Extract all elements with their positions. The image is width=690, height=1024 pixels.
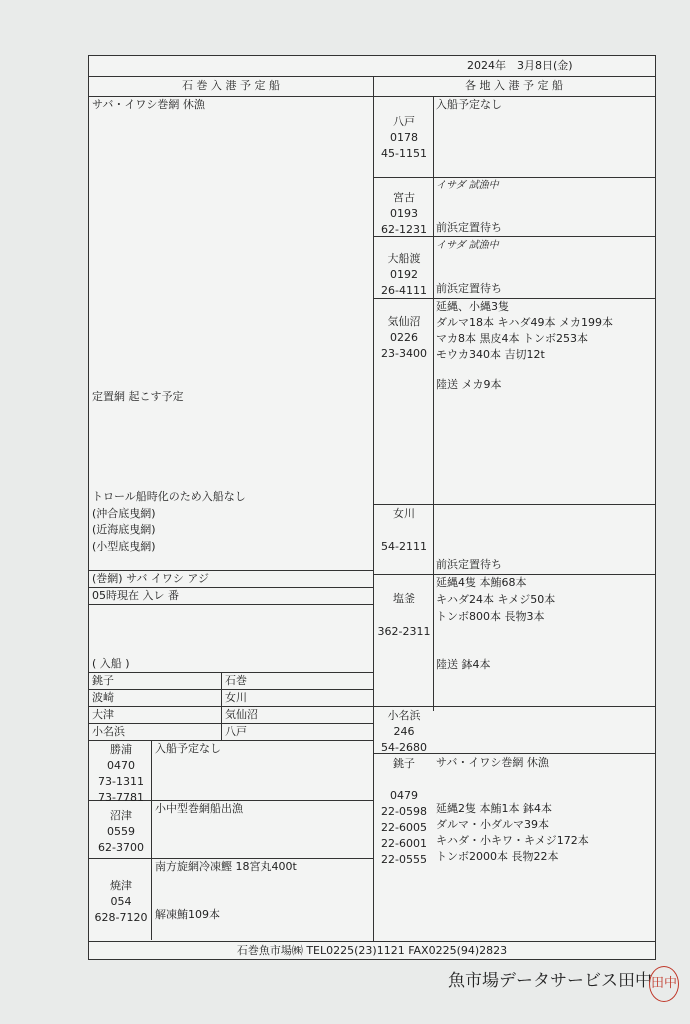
port-tel: 62-1231 <box>381 223 427 236</box>
rule <box>89 604 373 605</box>
port-onagawa-tel <box>374 539 434 555</box>
port-name: 焼津 <box>110 879 132 892</box>
hachinohe-note: 入船予定なし <box>436 98 502 111</box>
port-onahama <box>374 708 434 756</box>
market-footer: 石巻魚市場㈱ TEL0225(23)1121 FAX0225(94)2823 <box>236 944 508 957</box>
port-tel: 23-3400 <box>381 347 427 360</box>
port-tel: 73-1311 <box>98 775 144 788</box>
choshi-line: ダルマ・小ダルマ39本 <box>436 818 549 831</box>
report-sheet <box>88 55 656 960</box>
port-code: 0559 <box>107 825 135 838</box>
ofunato-handwritten: イサダ 試漁中 <box>436 240 499 251</box>
pair-right: 石巻 <box>225 674 247 687</box>
port-tel: 22-0555 <box>381 853 427 866</box>
shiogama-line: 陸送 鉢4本 <box>436 658 491 671</box>
trawl-sub: (小型底曳網) <box>92 540 156 553</box>
makiami-species: (巻網) サバ イワシ アジ <box>92 572 209 585</box>
pair-right: 八戸 <box>225 725 247 738</box>
kesennuma-line: ダルマ18本 キハダ49本 メカ199本 <box>436 316 613 329</box>
port-code: 0226 <box>390 331 418 344</box>
shiogama-line: キハダ24本 キメジ50本 <box>436 593 556 606</box>
onagawa-note: 前浜定置待ち <box>436 558 502 571</box>
rule <box>89 941 655 942</box>
port-kesennuma <box>374 314 434 362</box>
service-stamp: 魚市場データサービス田中 <box>448 971 652 991</box>
port-name: 大船渡 <box>387 252 421 265</box>
kesennuma-line: マカ8本 黒皮4本 トンボ253本 <box>436 332 588 345</box>
rule <box>89 740 373 741</box>
port-onagawa <box>374 506 434 522</box>
pair-left: 大津 <box>92 708 114 721</box>
port-tel: 73-7781 <box>98 791 144 804</box>
pair-right: 気仙沼 <box>225 708 258 721</box>
rule <box>89 723 373 724</box>
pair-left: 銚子 <box>92 674 114 687</box>
trawl-status: トロール船時化のため入船なし <box>92 490 246 503</box>
miyako-note: 前浜定置待ち <box>436 221 502 234</box>
report-date: 2024年 3月8日(金) <box>467 59 573 72</box>
makiami-status: 05時現在 入レ 番 <box>92 589 179 602</box>
pair-right: 女川 <box>225 691 247 704</box>
teichi-status: 定置網 起こす予定 <box>92 390 184 403</box>
trawl-sub: (近海底曳網) <box>92 523 156 536</box>
choshi-line: 延縄2隻 本鮪1本 鉢4本 <box>436 802 552 815</box>
port-tel: 54-2111 <box>381 540 427 553</box>
port-name: 気仙沼 <box>387 315 421 328</box>
yaizu-note: 南方旋網冷凍鰹 18宮丸400t <box>155 860 297 873</box>
port-tel: 26-4111 <box>381 284 427 297</box>
rule <box>89 76 655 77</box>
port-katsuura <box>91 742 151 806</box>
rule <box>221 672 222 740</box>
katsuura-note: 入船予定なし <box>155 742 221 755</box>
ishinomaki-header: 石 巻 入 港 予 定 船 <box>182 79 280 92</box>
rule <box>89 570 373 571</box>
rule <box>89 689 373 690</box>
shiogama-line: トンボ800本 長物3本 <box>436 610 545 623</box>
kesennuma-line: モウカ340本 吉切12t <box>436 348 545 361</box>
port-tel: 62-3700 <box>98 841 144 854</box>
choshi-line: トンボ2000本 長物22本 <box>436 850 559 863</box>
port-tel: 54-2680 <box>381 741 427 754</box>
port-tel: 628-7120 <box>94 911 148 924</box>
rule <box>373 504 655 505</box>
port-name: 八戸 <box>393 115 415 128</box>
nyusen-label: ( 入船 ) <box>92 657 130 670</box>
port-name: 女川 <box>393 507 415 520</box>
ofunato-note: 前浜定置待ち <box>436 282 502 295</box>
yaizu-note: 解凍鮪109本 <box>155 908 220 921</box>
rule <box>151 740 152 940</box>
sabaiwashi-status: サバ・イワシ巻網 休漁 <box>92 98 205 111</box>
port-hachinohe <box>374 114 434 162</box>
rule <box>89 858 373 859</box>
rule <box>89 587 373 588</box>
trawl-sub: (沖合底曳網) <box>92 507 156 520</box>
port-miyako <box>374 190 434 238</box>
port-ofunato <box>374 251 434 299</box>
port-tel: 362-2311 <box>377 625 431 638</box>
port-shiogama-tel <box>374 624 434 640</box>
port-code: 0479 <box>390 789 418 802</box>
numazu-note: 小中型巻網船出漁 <box>155 802 243 815</box>
pair-left: 波崎 <box>92 691 114 704</box>
port-yaizu <box>91 878 151 926</box>
port-shiogama <box>374 591 434 607</box>
port-tel: 22-0598 <box>381 805 427 818</box>
kesennuma-line: 陸送 メカ9本 <box>436 378 502 391</box>
choshi-line: キハダ・小キワ・キメジ172本 <box>436 834 589 847</box>
port-choshi <box>374 756 434 772</box>
port-name: 宮古 <box>393 191 415 204</box>
port-code: 0192 <box>390 268 418 281</box>
regional-header: 各 地 入 港 予 定 船 <box>465 79 563 92</box>
pair-left: 小名浜 <box>92 725 125 738</box>
rule <box>373 706 655 707</box>
shiogama-line: 延縄4隻 本鮪68本 <box>436 576 527 589</box>
port-tel: 45-1151 <box>381 147 427 160</box>
miyako-handwritten: イサダ 試漁中 <box>436 180 499 191</box>
port-code: 054 <box>110 895 132 908</box>
port-code: 0193 <box>390 207 418 220</box>
right-port-divider <box>433 96 434 711</box>
rule <box>89 96 655 97</box>
rule <box>89 706 373 707</box>
rule <box>89 672 373 673</box>
rule <box>373 574 655 575</box>
port-name: 塩釜 <box>393 592 415 605</box>
port-code: 0178 <box>390 131 418 144</box>
port-tel: 22-6005 <box>381 821 427 834</box>
kesennuma-line: 延縄、小縄3隻 <box>436 300 509 313</box>
port-name: 銚子 <box>393 757 415 770</box>
port-code: 0470 <box>107 759 135 772</box>
port-code: 246 <box>393 725 415 738</box>
port-name: 勝浦 <box>110 743 132 756</box>
port-name: 小名浜 <box>387 709 421 722</box>
port-choshi-tel <box>374 788 434 868</box>
choshi-line: サバ・イワシ巻網 休漁 <box>436 756 549 769</box>
port-tel: 22-6001 <box>381 837 427 850</box>
rule <box>373 177 655 178</box>
seal-stamp: 田中 <box>649 966 679 1002</box>
port-numazu <box>91 808 151 856</box>
port-name: 沼津 <box>110 809 132 822</box>
